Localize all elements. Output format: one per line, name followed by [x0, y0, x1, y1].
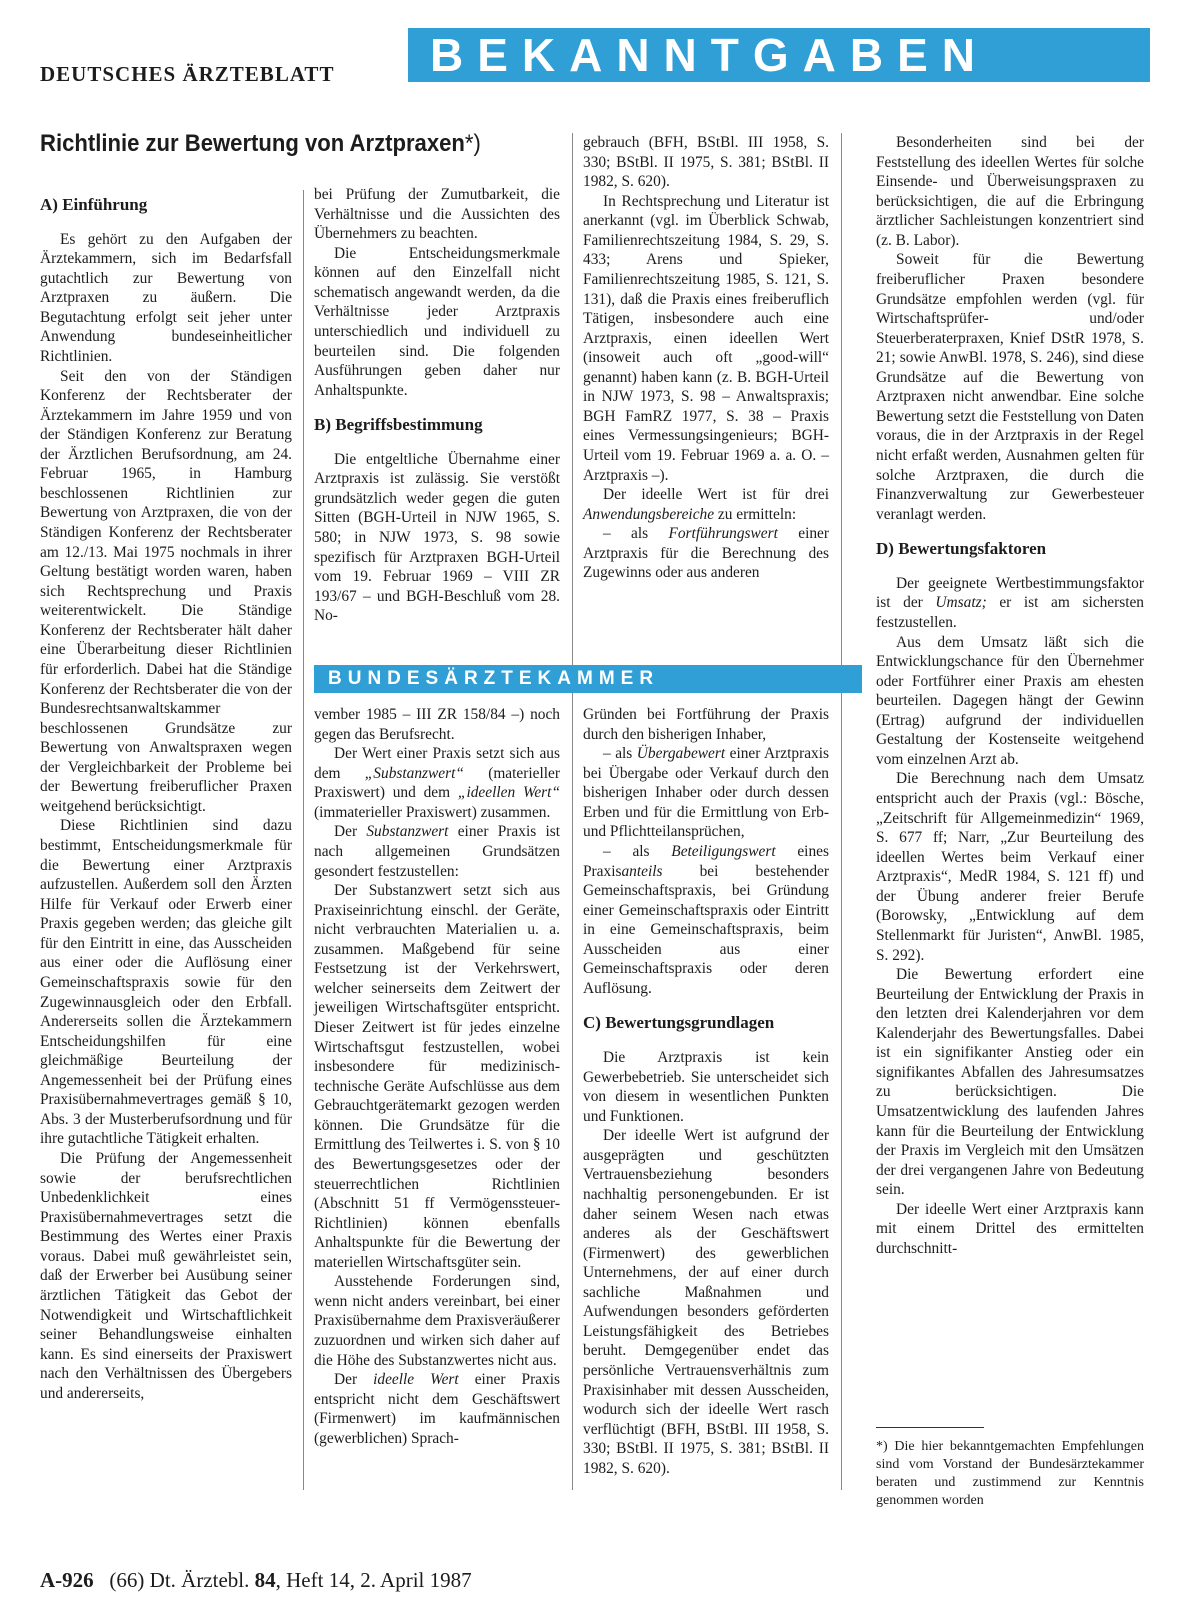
- emphasis: Übergabewert: [636, 745, 726, 763]
- paragraph: [314, 822, 560, 881]
- paragraph: Es gehört zu den Aufgaben der Ärztekammern, sich im Bedarfsfall gutachtlich zur Bewertung von Arztpraxen zu äußern. Die Begutachtung erfolgt seit jeher unter Anwendung bundeseinheitlicher Richtlinien.: [40, 230, 292, 365]
- article-title: [40, 130, 546, 158]
- text-run: einer Arztpraxis bei Übergabe oder Verkauf durch den bisherigen Inhaber oder durch dessen Erben und für die Ermittlung von Erb- und Pflichtteilansprüchen,: [583, 745, 829, 841]
- text-run: einer Praxis entspricht nicht dem Geschäftswert (Firmenwert) im kaufmännischen (gewerblichen) Sprach-: [314, 1371, 560, 1447]
- column-rule-2: [572, 133, 573, 1490]
- footer-issue: , Heft 14, 2. April 1987: [275, 1568, 472, 1592]
- paragraph: Diese Richtlinien sind dazu bestimmt, Entscheidungsmerkmale für die Bewertung einer Arztpraxis aufzustellen. Außerdem soll den Ärzten Hilfe für Verkauf oder Erwerb einer Praxis gegeben werden; das gleiche gilt für den Eintritt in eine, das Ausscheiden aus einer oder die Auflösung einer Gemeinschaftspraxis sowie für den Zugewinnausgleich oder den Erbfall. Andererseits sollen die Ärztekammern Entscheidungshilfen für eine gleichmäßige Beurteilung der Angemessenheit bei der Prüfung eines Praxisübernahmevertrages gemäß § 10, Abs. 3 der Musterberufsordnung und für ihre gutachtliche Tätigkeit erhalten.: [40, 817, 292, 1148]
- text-run: (materieller Praxiswert) und dem: [314, 764, 560, 802]
- section-heading-d: D) Bewertungsfaktoren: [876, 539, 1047, 559]
- footer-volume: 84: [254, 1568, 276, 1592]
- journal-name: DEUTSCHES ÄRZTEBLATT: [40, 62, 335, 86]
- paragraph: Die Entscheidungsmerkmale können auf den Einzelfall nicht schematisch angewandt werden, da die Verhältnisse jeder Arztpraxis unterschiedlich und individuell zu beurteilen sind. Die folgenden Ausführungen geben daher nur Anhaltspunkte.: [314, 244, 560, 399]
- column-3-top: [583, 133, 829, 583]
- paragraph: [583, 744, 829, 842]
- paragraph: Die Prüfung der Angemessenheit sowie der berufsrechtlichen Unbedenklichkeit eines Praxisübernahmevertrages setzt die Bestimmung des Wertes einer Praxis voraus. Dabei muß gewährleistet sein, daß der Erwerber bei Ausübung seiner ärztlichen Tätigkeit das Gebot der Notwendigkeit und Wirtschaftlichkeit seiner Behandlungsweise einhalten kann. Es sind einerseits der Praxiswert nach den Verhältnissen des Übergebers und andererseits,: [40, 1150, 292, 1402]
- footnote-rule: [876, 1427, 984, 1428]
- paragraph: Der ideelle Wert einer Arztpraxis kann mit einem Drittel des ermittelten durchschnitt-: [876, 1200, 1144, 1257]
- text-run: Der ideelle Wert ist für drei: [603, 486, 829, 504]
- emphasis: Umsatz;: [935, 594, 987, 612]
- text-run: eines Praxis: [583, 842, 829, 880]
- emphasis: ideelle Wert: [373, 1371, 459, 1389]
- paragraph: [876, 574, 1144, 633]
- text-run: bei bestehender Gemeinschaftspraxis, bei Gründung einer Gemeinschaftspraxis oder Eintritt in eine Gemeinschaftspraxis, beim Ausscheiden aus einer Gemeinschaftspraxis oder deren Auflösung.: [583, 862, 829, 997]
- text-run: Der geeignete Wertbestimmungsfaktor ist der: [876, 574, 1144, 612]
- paragraph: Gründen bei Fortführung der Praxis durch den bisherigen Inhaber,: [583, 706, 829, 743]
- text-run: einer Arztpraxis für die Berechnung des Zugewinns oder aus anderen: [583, 525, 829, 582]
- paragraph: Besonderheiten sind bei der Feststellung des ideellen Wertes für solche Einsende- und Überweisungspraxen zu berücksichtigen, die auf die Erbringung ärztlicher Sachleistungen konzentriert sind (z. B. Labor).: [876, 134, 1144, 249]
- text-run: (immaterieller Praxiswert) zusammen.: [314, 803, 551, 821]
- emphasis: Anwendungsbereiche: [583, 505, 715, 523]
- paragraph: [314, 1370, 560, 1448]
- paragraph: [583, 524, 829, 583]
- paragraph: [314, 744, 560, 822]
- article-title-text: Richtlinie zur Bewertung von Arztpraxen: [40, 130, 465, 157]
- column-2-top: [314, 185, 560, 626]
- paragraph: Der Substanzwert setzt sich aus Praxiseinrichtung einschl. der Geräte, nicht verbrauchten Materialien u. a. zusammen. Maßgebend für seine Festsetzung ist der Verkehrswert, welcher seinerseits dem Zeitwert der jeweiligen Wirtschaftsgüter entspricht. Dieser Zeitwert ist für jedes einzelne Wirtschaftsgut festzustellen, wobei insbesondere für medizinisch-technische Geräte Aufschlüsse aus dem Gebrauchtgerätemarkt gezogen werden können. Die Grundsätze für die Ermittlung des Teilwertes i. S. von § 10 des Bewertungsgesetzes oder der steuerrechtlichen Richtlinien (Abschnitt 51 ff Vermögenssteuer-Richtlinien) können ebenfalls Anhaltspunkte für die Bewertung der materiellen Wirtschaftsgüter sein.: [314, 882, 560, 1271]
- section-heading-c: C) Bewertungsgrundlagen: [583, 1013, 775, 1033]
- column-1: [40, 180, 292, 1403]
- footer-citation: (66) Dt. Ärztebl.: [109, 1568, 255, 1592]
- emphasis: „Substanzwert“: [364, 764, 464, 782]
- paragraph: Die entgeltliche Übernahme einer Arztpraxis ist zulässig. Sie verstößt grundsätzlich weder gegen die guten Sitten (BGH-Urteil in NJW 1965, S. 580; in NJW 1973, S. 98 sowie spezifisch für Arztpraxen BGH-Urteil vom 19. Februar 1969 – VIII ZR 193/67 – und BGH-Beschluß vom 28. No-: [314, 450, 560, 625]
- text-run: er ist am sichersten festzustellen.: [876, 594, 1145, 631]
- page-footer: [40, 1568, 472, 1593]
- paragraph: Ausstehende Forderungen sind, wenn nicht anders vereinbart, bei einer Praxisübernahme dem Praxisveräußerer zuzuordnen und wirken sich daher auf die Höhe des Substanzwertes nicht aus.: [314, 1273, 560, 1369]
- paragraph: Soweit für die Bewertung freiberuflicher Praxen besondere Grundsätze empfohlen werden (vgl. für Wirtschaftsprüfer- und/oder Steuerberaterpraxen, Knief DStR 1978, S. 21; sowie AnwBl. 1978, S. 246), sind diese Grundsätze auf die Bewertung von Arztpraxen nicht anwendbar. Eine solche Bewertung setzt die Feststellung von Daten voraus, die in der Arztpraxis in der Regel nicht erfaßt werden, Ausnahmen gelten für solche Arztpraxen, die durch die Finanzverwaltung zur Gewerbesteuer veranlagt werden.: [876, 251, 1144, 523]
- footnote: *) Die hier bekanntgemachten Empfehlungen sind vom Vorstand der Bundesärztekammer beraten und zustimmend zur Kenntnis genommen worden: [876, 1439, 1144, 1508]
- text-run: zu ermitteln:: [714, 505, 797, 523]
- paragraph: In Rechtsprechung und Literatur ist anerkannt (vgl. im Überblick Schwab, Familienrechtszeitung 1984, S. 29, S. 433; Arens und Spieker, Familienrechtszeitung 1985, S. 121, S. 131), daß die Praxis eines freiberuflich Tätigen, insbesondere auch eine Arztpraxis, einen ideellen Wert (insoweit auch oft „good-will“ genannt) haben kann (z. B. BGH-Urteil in NJW 1973, S. 98 – Anwaltspraxis; BGH FamRZ 1977, S. 38 – Praxis eines Vermessungsingenieurs; BGH-Urteil vom 19. Februar 1969 a. a. O. – Arztpraxis –).: [583, 192, 829, 484]
- column-2-bottom: [314, 705, 560, 1448]
- text-run: – als: [603, 525, 669, 543]
- text-run: Der: [334, 1371, 374, 1389]
- paragraph: [583, 485, 829, 524]
- text-run: einer Praxis ist nach allgemeinen Grundsätzen gesondert festzustellen:: [314, 823, 561, 880]
- paragraph: [583, 842, 829, 999]
- column-3-bottom: [583, 705, 829, 1478]
- paragraph: bei Prüfung der Zumutbarkeit, die Verhältnisse und die Aussichten des Übernehmers zu beachten.: [314, 186, 560, 243]
- bundesaerztekammer-strip: BUNDESÄRZTEKAMMER: [314, 665, 862, 693]
- emphasis: Beteiligungswert: [671, 842, 776, 860]
- column-rule-3: [841, 133, 842, 1490]
- emphasis: anteils: [621, 862, 663, 880]
- text-run: Der Wert einer Praxis setzt sich aus dem: [314, 745, 560, 782]
- paragraph: vember 1985 – III ZR 158/84 –) noch gegen das Berufsrecht.: [314, 706, 560, 743]
- text-run: – als: [603, 745, 637, 763]
- paragraph: Die Arztpraxis ist kein Gewerbebetrieb. Sie unterscheidet sich von diesem in wesentlichen Punkten und Funktionen.: [583, 1049, 829, 1125]
- title-footnote-mark: *): [464, 130, 481, 157]
- emphasis: Fortführungswert: [668, 525, 778, 543]
- paragraph: gebrauch (BFH, BStBl. III 1958, S. 330; BStBl. II 1975, S. 381; BStBl. II 1982, S. 620).: [583, 134, 829, 191]
- text-run: Der: [334, 823, 367, 841]
- column-rule-1: [303, 190, 304, 1490]
- emphasis: Substanzwert: [366, 823, 449, 841]
- paragraph: Aus dem Umsatz läßt sich die Entwicklungschance für den Übernehmer oder Fortführer einer Praxis am ehesten beurteilen. Dagegen hängt der Gewinn (Ertrag) aufgrund der individuellen Gestaltung der Kostenseite weitgehend vom einzelnen Arzt ab.: [876, 633, 1144, 768]
- paragraph: Seit den von der Ständigen Konferenz der Rechtsberater der Ärztekammern im Jahre 1959 und von der Ständigen Konferenz zur Beratung der Ärztlichen Berufsordnung, am 24. Februar 1965, in Hamburg beschlossenen Richtlinien zur Bewertung von Arztpraxen, die von der Ständigen Konferenz der Rechtsberater am 12./13. Mai 1975 nochmals in ihrer Geltung bestätigt worden waren, haben sich Rechtsprechung und Praxis weiterentwickelt. Die Ständige Konferenz der Rechtsberater hält daher eine Überarbeitung dieser Richtlinien für erforderlich. Dabei hat die Ständige Konferenz der Rechtsberater die von der Bundesrechtsanwaltskammer beschlossenen Grundsätze zur Bewertung von Anwaltspraxen wegen der Vergleichbarkeit der Probleme bei der Bewertung freiberuflicher Praxen weitgehend berücksichtigt.: [40, 367, 292, 815]
- paragraph: Der ideelle Wert ist aufgrund der ausgeprägten und geschützten Vertrauensbeziehung besonders nachhaltig personengebunden. Er ist daher seinem Wesen nach etwas anderes als der Geschäftswert (Firmenwert) des gewerblichen Unternehmens, der auf einer durch sachliche Maßnahmen und Aufwendungen besonders geförderten Leistungsfähigkeit des Betriebes beruht. Demgegenüber endet das persönliche Vertrauensverhältnis zum Praxisinhaber mit dessen Ausscheiden, wodurch sich der ideelle Wert rasch verflüchtigt (BFH, BStBl. III 1958, S. 330; BStBl. II 1975, S. 381; BStBl. II 1982, S. 620).: [583, 1127, 829, 1477]
- emphasis: „ideellen Wert“: [457, 784, 561, 802]
- section-heading-b: B) Begriffsbestimmung: [314, 415, 483, 435]
- text-run: – als: [603, 842, 672, 860]
- page-number: A-926: [40, 1568, 94, 1592]
- paragraph: Die Bewertung erfordert eine Beurteilung der Entwicklung der Praxis in den letzten drei Kalenderjahren vor dem Kalenderjahr des Bewertungsfalles. Dabei ist ein signifikanter Anstieg oder ein signifikantes Abfallen des Jahresumsatzes zu berücksichtigen. Die Umsatzentwicklung des laufenden Jahres kann für die Beurteilung der Entwicklung der Praxis im Vergleich mit den Umsätzen der drei vergangenen Jahre von Bedeutung sein.: [876, 966, 1144, 1199]
- column-4: [876, 133, 1144, 1259]
- section-heading-a: A) Einführung: [40, 195, 148, 214]
- section-banner: BEKANNTGABEN: [408, 28, 1150, 82]
- paragraph: Die Berechnung nach dem Umsatz entspricht auch der Praxis (vgl.: Bösche, „Zeitschrift für Allgemeinmedizin“ 1969, S. 677 ff; Narr, „Zur Beurteilung des ideellen Wertes beim Verkauf einer Arztpraxis“, MedR 1984, S. 121 ff) und der Übung anderer freier Berufe (Borowsky, „Entwicklung auf dem Stellenmarkt für Juristen“, AnwBl. 1985, S. 292).: [876, 770, 1144, 964]
